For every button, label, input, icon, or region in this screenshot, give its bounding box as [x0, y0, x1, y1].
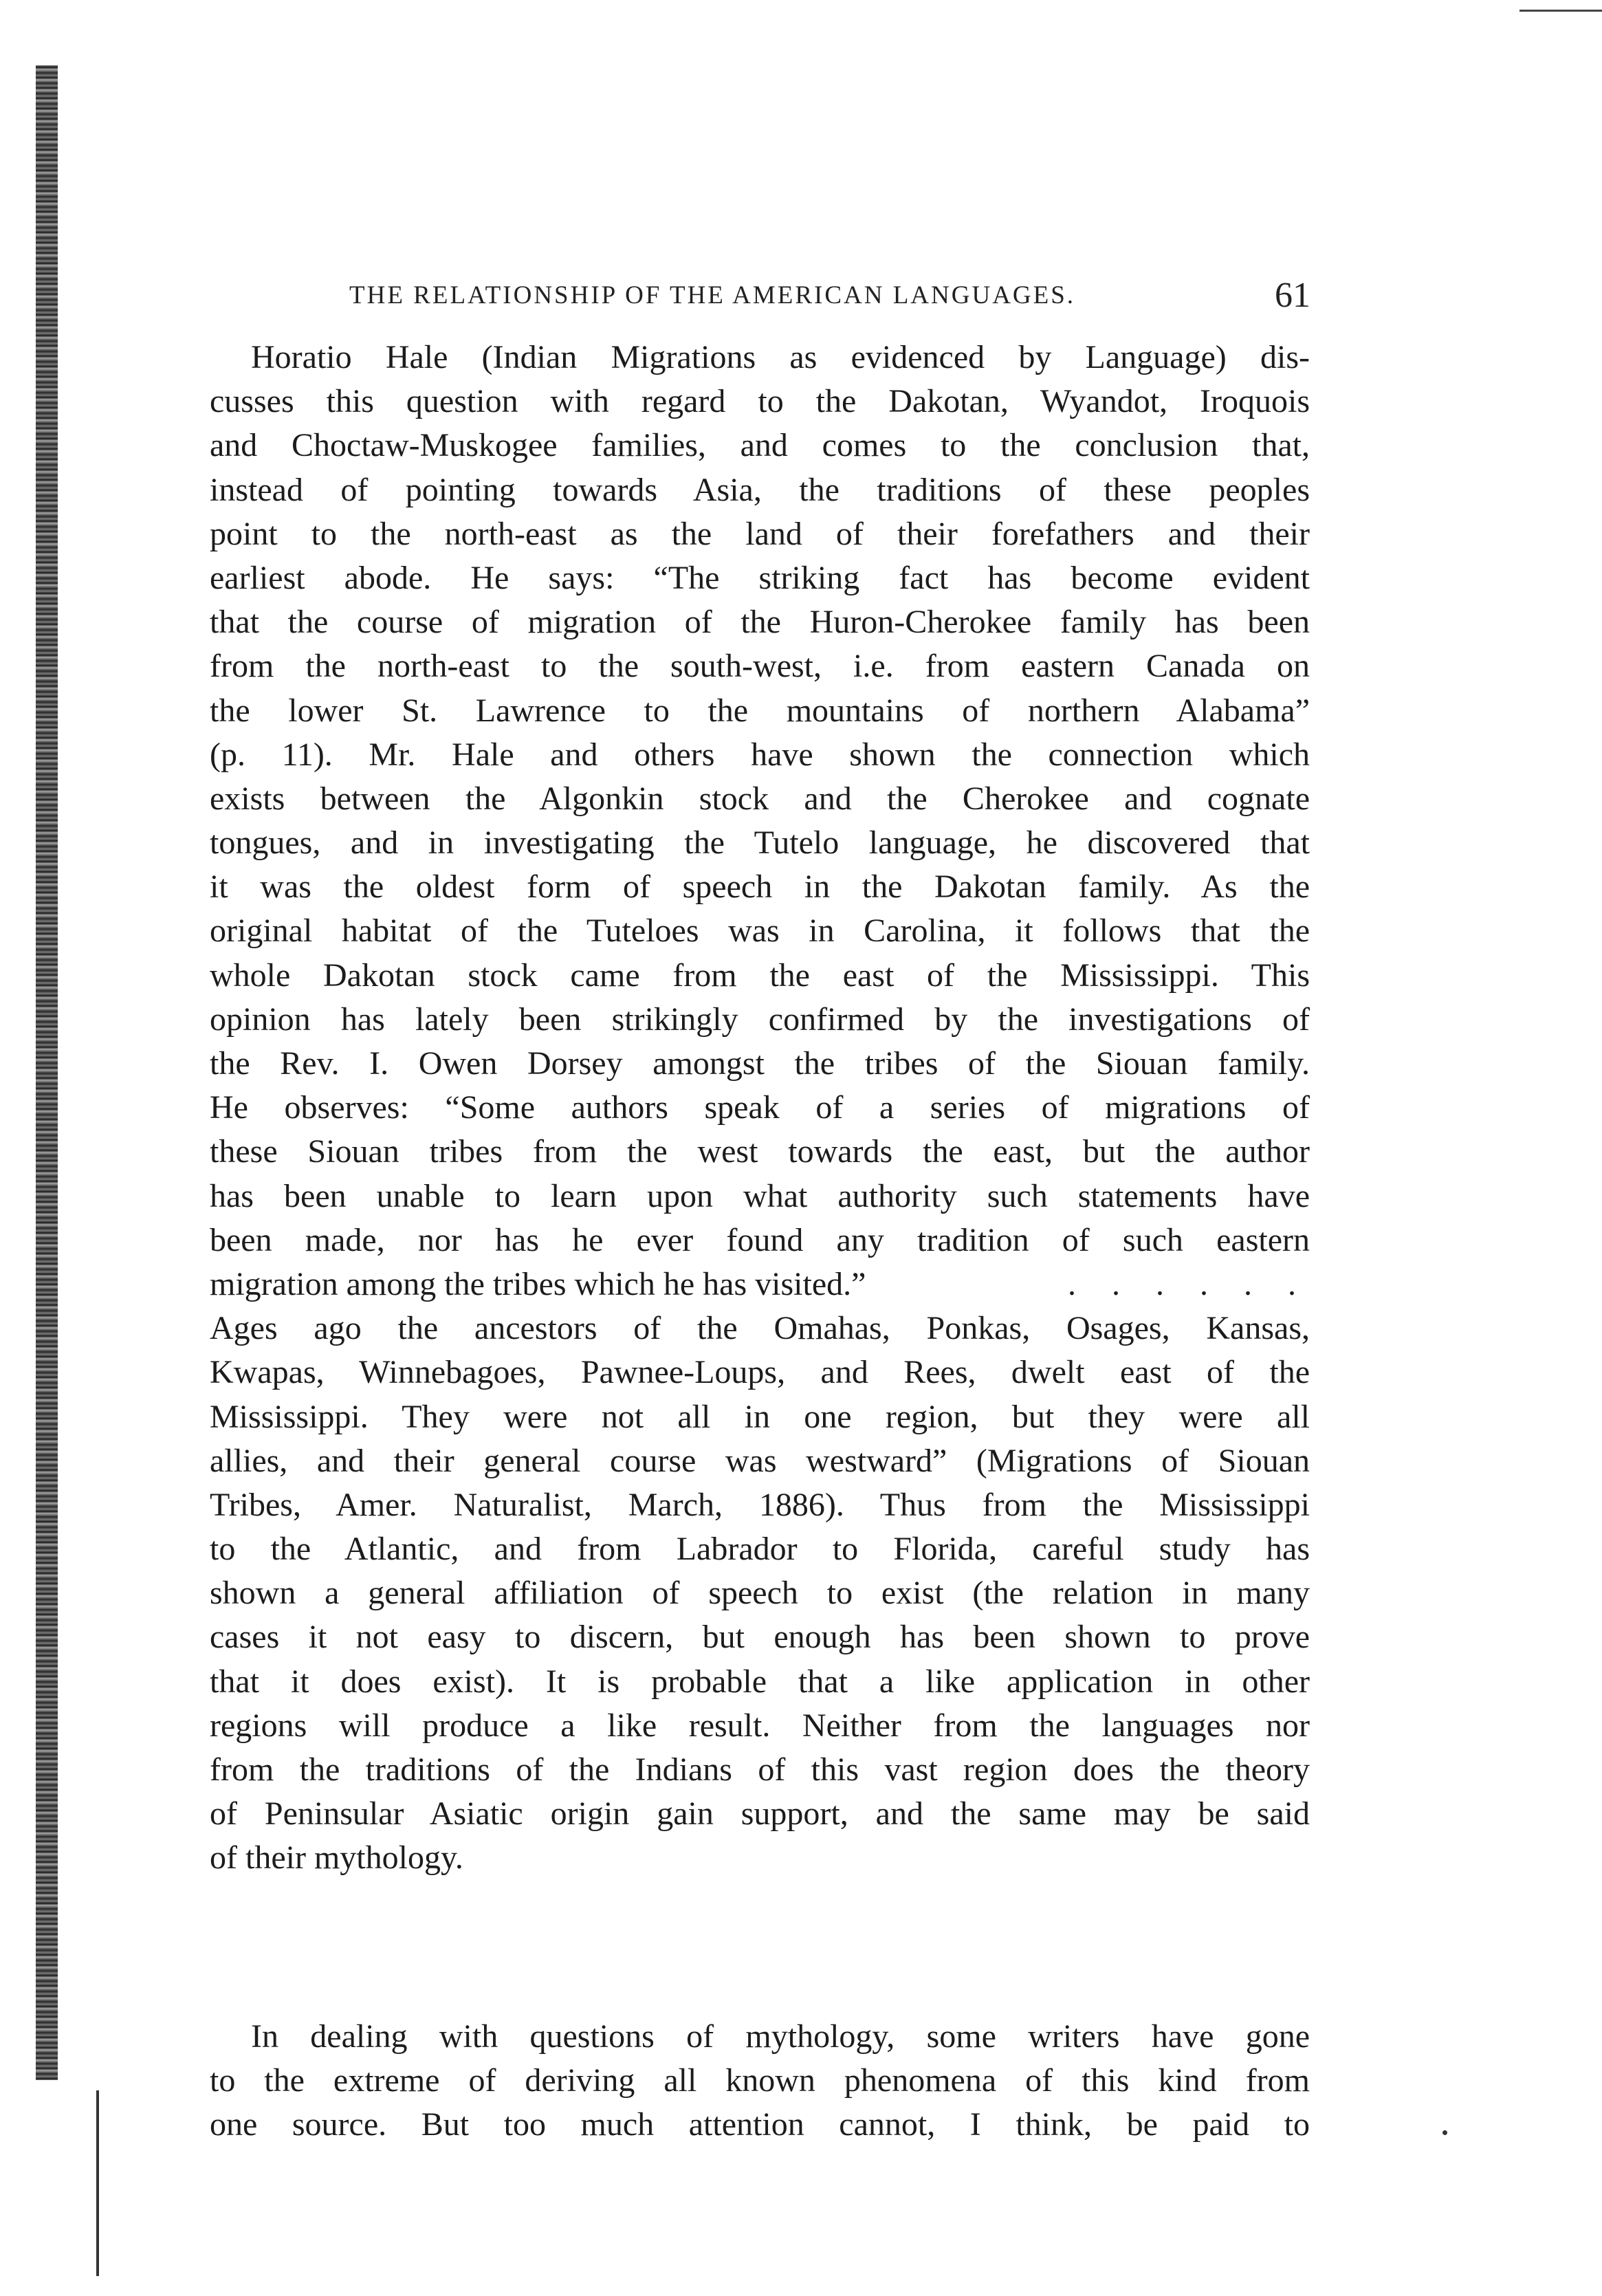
running-title: THE RELATIONSHIP OF THE AMERICAN LANGUAGES. [349, 281, 1076, 309]
binding-edge [36, 65, 58, 2080]
body-paragraph-2 [210, 2015, 1310, 2147]
text-line: cusses this question with regard to the Dakotan, Wyandot, Iroquois [210, 383, 1310, 420]
text-line: instead of pointing towards Asia, the traditions of these peoples [210, 471, 1310, 508]
text-line: Kwapas, Winnebagoes, Pawnee-Loups, and Rees, dwelt east of the [210, 1354, 1310, 1391]
text-line: the Rev. I. Owen Dorsey amongst the tribes of the Siouan family. [210, 1045, 1310, 1082]
text-line: that the course of migration of the Huron-Cherokee family has been [210, 604, 1310, 641]
page-number: 61 [1275, 276, 1310, 315]
body-paragraph-1 [210, 336, 1310, 1881]
text-line: shown a general affiliation of speech to exist (the relation in many [210, 1575, 1310, 1612]
text-line: allies, and their general course was westward” (Migrations of Siouan [210, 1442, 1310, 1479]
text-line: to the extreme of deriving all known phenomena of this kind from [210, 2062, 1310, 2099]
text-line: these Siouan tribes from the west towards the east, but the author [210, 1133, 1310, 1170]
text-line: In dealing with questions of mythology, some writers have gone [251, 2018, 1310, 2055]
text-line: tongues, and in investigating the Tutelo language, he discovered that [210, 824, 1310, 862]
running-head [349, 275, 1310, 314]
text-line: Ages ago the ancestors of the Omahas, Ponkas, Osages, Kansas, [210, 1310, 1310, 1347]
text-line: of their mythology. [210, 1839, 463, 1877]
text-line: it was the oldest form of speech in the Dakotan family. As the [210, 868, 1310, 906]
text-line: has been unable to learn upon what authority such statements have [210, 1177, 1310, 1214]
text-line: He observes: “Some authors speak of a series of migrations of [210, 1089, 1310, 1126]
text-line: the lower St. Lawrence to the mountains of northern Alabama” [210, 692, 1310, 729]
text-line: to the Atlantic, and from Labrador to Florida, careful study has [210, 1531, 1310, 1568]
text-line: from the north-east to the south-west, i.e. from eastern Canada on [210, 648, 1310, 685]
text-line: whole Dakotan stock came from the east of the Mississippi. This [210, 956, 1310, 994]
ellipsis: . . . . . . [1068, 1265, 1310, 1302]
text-line: and Choctaw-Muskogee families, and comes to the conclusion that, [210, 427, 1310, 464]
text-line: regions will produce a like result. Neither from the languages nor [210, 1707, 1310, 1744]
text-line: Mississippi. They were not all in one region, but they were all [210, 1398, 1310, 1435]
binding-edge-line [96, 2090, 99, 2276]
text-line: one source. But too much attention cannot, I think, be paid to [210, 2106, 1310, 2143]
text-line-with-ellipsis [210, 1262, 1310, 1306]
text-line: original habitat of the Tuteloes was in Carolina, it follows that the [210, 912, 1310, 950]
text-line: cases it not easy to discern, but enough has been shown to prove [210, 1619, 1310, 1656]
text-line: that it does exist). It is probable that a like application in other [210, 1663, 1310, 1700]
text-line: Horatio Hale (Indian Migrations as evidenced by Language) dis- [251, 339, 1310, 375]
text-line: opinion has lately been strikingly confirmed by the investigations of [210, 1001, 1310, 1038]
top-rule [1519, 10, 1602, 12]
text-line: been made, nor has he ever found any tradition of such eastern [210, 1221, 1310, 1258]
text-line: exists between the Algonkin stock and the Cherokee and cognate [210, 780, 1310, 817]
text-line: of Peninsular Asiatic origin gain support, and the same may be said [210, 1795, 1310, 1833]
text-line: Tribes, Amer. Naturalist, March, 1886). Thus from the Mississippi [210, 1486, 1310, 1523]
text-line: migration among the tribes which he has visited.” [210, 1265, 866, 1302]
scan-speck [1442, 2130, 1447, 2135]
text-line: from the traditions of the Indians of this vast region does the theory [210, 1751, 1310, 1788]
text-line: (p. 11). Mr. Hale and others have shown the connection which [210, 736, 1310, 773]
text-line: earliest abode. He says: “The striking fact has become evident [210, 559, 1310, 596]
text-line: point to the north-east as the land of their forefathers and their [210, 515, 1310, 552]
